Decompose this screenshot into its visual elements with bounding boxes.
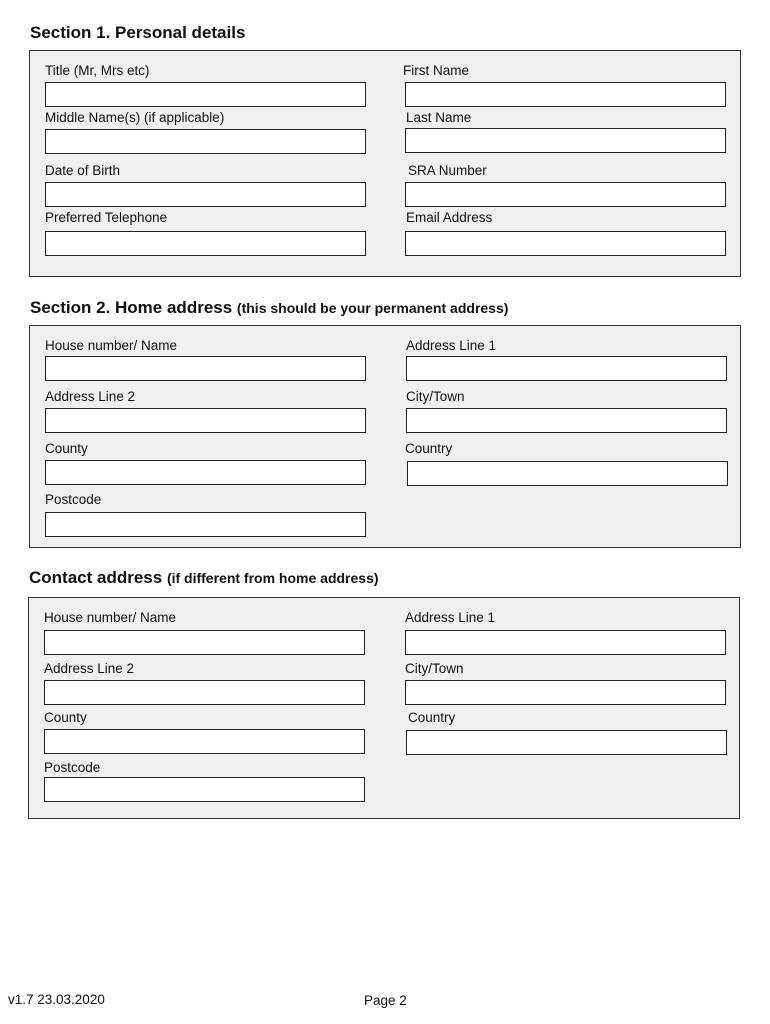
page-number: Page 2 (364, 993, 407, 1008)
contact-address-panel (28, 597, 740, 819)
email-label: Email Address (406, 210, 493, 225)
title-label: Title (Mr, Mrs etc) (45, 63, 150, 78)
contact-address-line-2-field[interactable] (44, 680, 365, 705)
contact-county-field[interactable] (44, 729, 365, 754)
contact-city-label: City/Town (405, 661, 464, 676)
home-address-line-1-field[interactable] (406, 356, 727, 381)
telephone-field[interactable] (45, 231, 366, 256)
contact-address-note: (if different from home address) (166, 570, 379, 586)
contact-county-label: County (44, 710, 87, 725)
date-of-birth-field[interactable] (45, 182, 366, 207)
home-house-label: House number/ Name (45, 338, 178, 353)
sra-number-label: SRA Number (408, 163, 487, 178)
contact-country-label: Country (408, 710, 456, 725)
contact-address-line-1-field[interactable] (405, 630, 726, 655)
section-2-title (30, 298, 508, 318)
contact-address-line-2-label: Address Line 2 (44, 661, 135, 676)
date-of-birth-label: Date of Birth (45, 163, 121, 178)
middle-name-label: Middle Name(s) (if applicable) (45, 110, 225, 125)
contact-address-line-1-label: Address Line 1 (405, 610, 496, 625)
section-1-title-text: Section 1. Personal details (30, 23, 246, 42)
contact-city-field[interactable] (405, 680, 726, 705)
sra-number-field[interactable] (405, 182, 726, 207)
home-city-field[interactable] (406, 408, 727, 433)
home-city-label: City/Town (406, 389, 465, 404)
first-name-label: First Name (403, 63, 470, 78)
email-field[interactable] (405, 231, 726, 256)
last-name-label: Last Name (406, 110, 472, 125)
contact-address-title (29, 568, 379, 588)
last-name-field[interactable] (405, 128, 726, 153)
home-postcode-label: Postcode (45, 492, 102, 507)
contact-house-field[interactable] (44, 630, 365, 655)
home-county-label: County (45, 441, 88, 456)
home-address-line-2-field[interactable] (45, 408, 366, 433)
home-country-label: Country (405, 441, 453, 456)
home-postcode-field[interactable] (45, 512, 366, 537)
title-field[interactable] (45, 82, 366, 107)
home-house-field[interactable] (45, 356, 366, 381)
contact-postcode-field[interactable] (44, 777, 365, 802)
middle-name-field[interactable] (45, 129, 366, 154)
personal-details-panel (29, 50, 741, 277)
contact-address-title-text: Contact address (29, 568, 163, 587)
version-date: v1.7 23.03.2020 (8, 992, 105, 1007)
home-address-line-2-label: Address Line 2 (45, 389, 136, 404)
home-address-panel (29, 325, 741, 548)
telephone-label: Preferred Telephone (45, 210, 168, 225)
home-country-field[interactable] (407, 461, 728, 486)
section-2-note: (this should be your permanent address) (236, 300, 509, 316)
contact-postcode-label: Postcode (44, 760, 101, 775)
section-1-title (30, 23, 245, 43)
contact-country-field[interactable] (406, 730, 727, 755)
contact-house-label: House number/ Name (44, 610, 177, 625)
home-address-line-1-label: Address Line 1 (406, 338, 497, 353)
section-2-title-text: Section 2. Home address (30, 298, 233, 317)
first-name-field[interactable] (405, 82, 726, 107)
home-county-field[interactable] (45, 460, 366, 485)
